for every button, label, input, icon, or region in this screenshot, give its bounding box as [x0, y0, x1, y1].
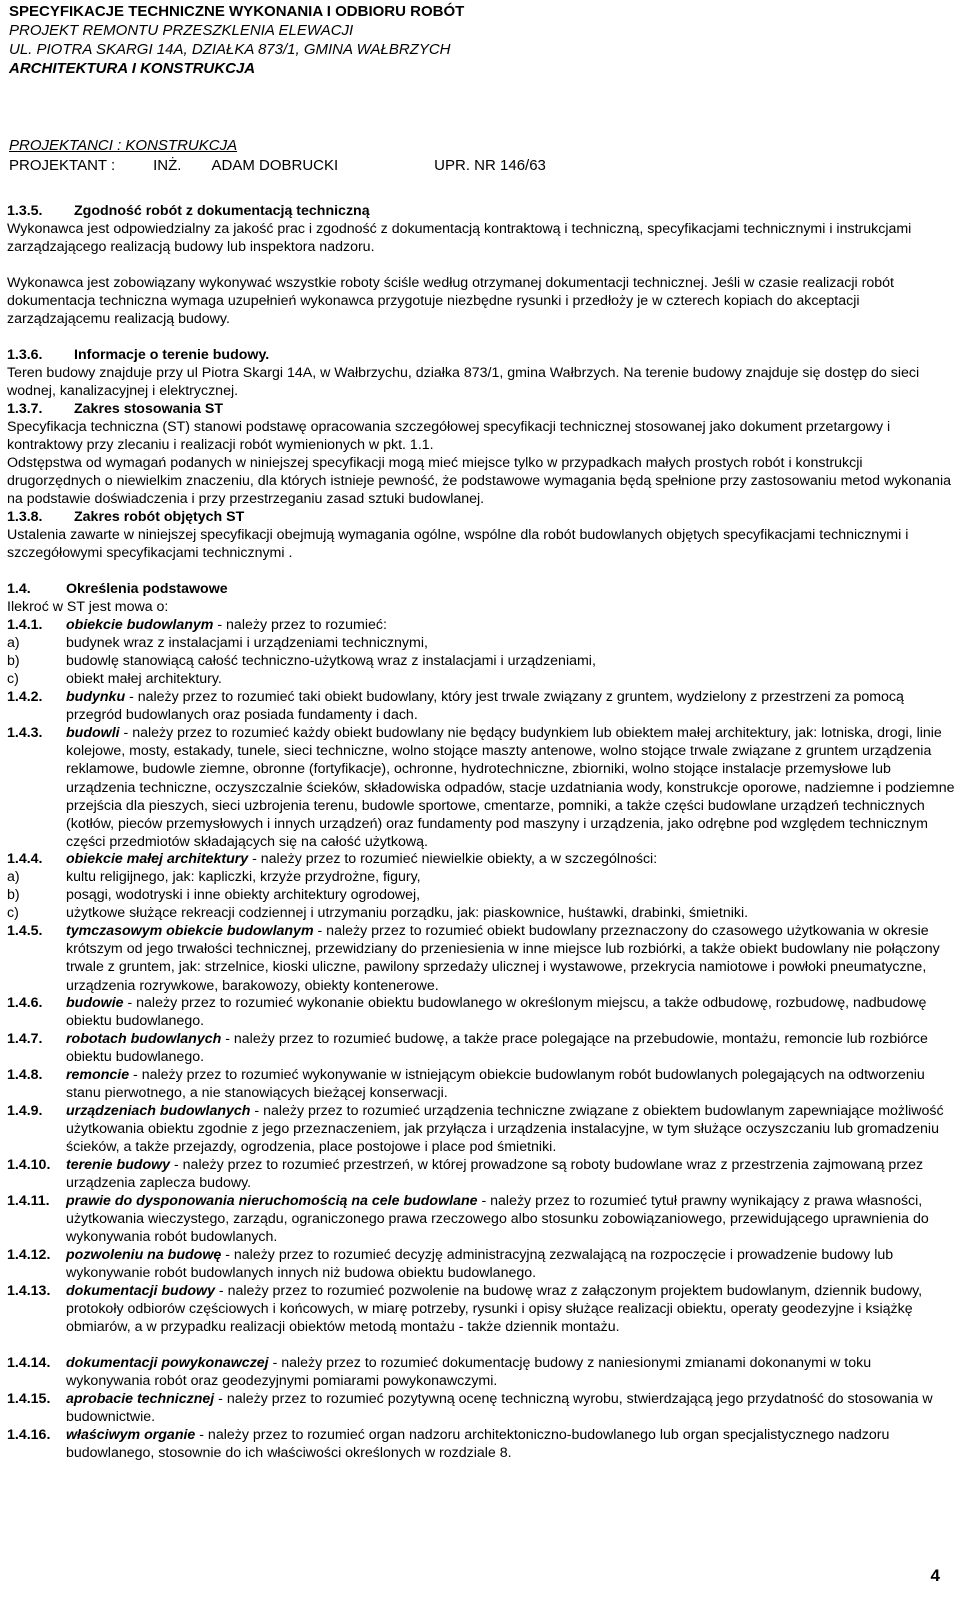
definition-term: budowie — [66, 995, 124, 1011]
definition-term: tymczasowym obiekcie budowlanym — [66, 923, 314, 939]
list-marker: c) — [7, 905, 19, 921]
definition-text: - należy przez to rozumieć każdy obiekt budowlany nie będący budynkiem lub obiektem małej architektury, jak: lotniska, drogi, linie kolejowe, mosty, estakady, tunele, sieci techniczne, wolno stojące maszty antenowe, wolno stojące trwale związane z gruntem urządzenia reklamowe, budowle ziemne, obronne (fortyfikacje), ochronne, hydrotechniczne, zbiorniki, wolno stojące instalacje przemysłowe lub urządzenia techniczne, oczyszczalnie ścieków, składowiska odpadów, stacje uzdatniania wody, konstrukcje oporowe, nadziemne i podziemne przejścia dla pieszych, sieci uzbrojenia terenu, budowle sportowe, cmentarze, pomniki, a także części budowlane urządzeń technicznych (kotłów, pieców przemysłowych i innych urządzeń) oraz fundamenty pod maszyny i urządzenia, jako odrębne pod względem technicznym części przedmiotów składających się na całość użytkową. — [66, 725, 955, 851]
paragraph: Odstępstwa od wymagań podanych w niniejszej specyfikacji mogą mieć miejsce tylko w przypadkach małych prostych robót i konstrukcji drugorzędnych o niewielkim znaczeniu, dla których istnieje pewność, że podstawowe wymagania będą spełnione przy zastosowaniu metod wykonania na podstawie doświadczenia i przy przestrzeganiu zasad sztuki budowlanej. — [7, 455, 951, 508]
definition-number: 1.4.2. — [7, 689, 43, 705]
list-item — [7, 652, 955, 670]
list-marker: a) — [7, 635, 20, 651]
section-number: 1.3.5. — [7, 203, 43, 219]
definition-item — [7, 850, 955, 868]
list-text: użytkowe służące rekreacji codziennej i utrzymaniu porządku, jak: piaskownice, huśtawki, drabinki, śmietniki. — [66, 905, 749, 921]
definition-number: 1.4.6. — [7, 995, 43, 1011]
doc-title: SPECYFIKACJE TECHNICZNE WYKONANIA I ODBIORU ROBÓT — [9, 3, 465, 20]
list-marker: b) — [7, 653, 20, 669]
definition-item — [7, 1102, 955, 1157]
definition-term: dokumentacji powykonawczej — [66, 1355, 269, 1371]
section-heading — [7, 400, 955, 418]
list-text: posągi, wodotryski i inne obiekty architektury ogrodowej, — [66, 887, 421, 903]
definition-number: 1.4.3. — [7, 725, 43, 741]
section-number: 1.4. — [7, 581, 31, 597]
section-title: Zakres robót objętych ST — [74, 509, 245, 525]
project-title: PROJEKT REMONTU PRZESZKLENIA ELEWACJI — [9, 22, 354, 39]
definition-text: - należy przez to rozumieć przestrzeń, w której prowadzone są roboty budowlane wraz z przestrzenia zajmowaną przez urządzenia zaplecza budowy. — [66, 1157, 924, 1192]
section-number: 1.3.6. — [7, 347, 43, 363]
section-title: Zgodność robót z dokumentacją techniczną — [74, 203, 370, 219]
designer-prefix: PROJEKTANT : — [9, 157, 116, 174]
list-text: kultu religijnego, jak: kapliczki, krzyże przydrożne, figury, — [66, 869, 421, 885]
definition-text: - należy przez to rozumieć wykonywanie w istniejącym obiekcie budowlanym robót budowlanych polegających na odtworzeniu stanu pierwotnego, a nie stanowiących bieżącej konserwacji. — [66, 1067, 925, 1102]
section-heading — [7, 202, 955, 220]
definition-item — [7, 1390, 955, 1426]
designers-label: PROJEKTANCI : KONSTRUKCJA — [9, 137, 238, 154]
definition-term: obiekcie małej architektury — [66, 851, 249, 867]
definition-item — [7, 1426, 955, 1462]
definition-item — [7, 1192, 955, 1247]
definition-number: 1.4.10. — [7, 1157, 51, 1173]
list-text: obiekt małej architektury. — [66, 671, 222, 687]
section-title: Informacje o terenie budowy. — [74, 347, 270, 363]
definition-term: robotach budowlanych — [66, 1031, 222, 1047]
definition-text: - należy przez to rozumieć wykonanie obiektu budowlanego w określonym miejscu, a także odbudowę, rozbudowę, nadbudowę obiektu budowlanego. — [66, 995, 927, 1030]
paragraph: Teren budowy znajduje przy ul Piotra Skargi 14A, w Wałbrzychu, działka 873/1, gmina Wałbrzych. Na terenie budowy znajduje się dostęp do sieci wodnej, kanalizacyjnej i elektrycznej. — [7, 365, 920, 400]
list-item — [7, 634, 955, 652]
definition-item — [7, 616, 955, 634]
definition-item — [7, 1282, 955, 1337]
definition-item — [7, 1030, 955, 1066]
section-title: Zakres stosowania ST — [74, 401, 224, 417]
list-marker: c) — [7, 671, 19, 687]
definition-term: remoncie — [66, 1067, 130, 1083]
paragraph: Wykonawca jest zobowiązany wykonywać wszystkie roboty ściśle według otrzymanej dokumentacji technicznej. Jeśli w czasie realizacji robót dokumentacja techniczna wymaga uzupełnień wykonawca przygotuje niezbędne rysunki i przedłoży je w czterech kopiach do akceptacji zarządzającemu realizacją budowy. — [7, 275, 894, 328]
definition-item — [7, 1246, 955, 1282]
paragraph: Wykonawca jest odpowiedzialny za jakość prac i zgodność z dokumentacją kontraktową i techniczną, specyfikacjami technicznymi i instrukcjami zarządzającego realizacją budowy lub inspektora nadzoru. — [7, 221, 912, 256]
definition-number: 1.4.14. — [7, 1355, 51, 1371]
definition-number: 1.4.15. — [7, 1391, 51, 1407]
definition-text: - należy przez to rozumieć taki obiekt budowlany, który jest trwale związany z gruntem, wydzielony z przestrzeni za pomocą przegród budowlanych oraz posiada fundamenty i dach. — [66, 689, 904, 724]
list-item — [7, 868, 955, 886]
definition-term: terenie budowy — [66, 1157, 171, 1173]
section-heading — [7, 580, 955, 598]
definition-text: - należy przez to rozumieć decyzję administracyjną zezwalającą na rozpoczęcie i prowadzenie budowy lub wykonywanie robót budowlanych innych niż budowa obiektu budowlanego. — [66, 1247, 894, 1282]
definition-number: 1.4.1. — [7, 617, 43, 633]
definition-item — [7, 1354, 955, 1390]
section-title: Określenia podstawowe — [66, 581, 228, 597]
definition-term: urządzeniach budowlanych — [66, 1103, 251, 1119]
definition-term: aprobacie technicznej — [66, 1391, 215, 1407]
section-number: 1.3.8. — [7, 509, 43, 525]
paragraph: Ustalenia zawarte w niniejszej specyfikacji obejmują wymagania ogólne, wspólne dla robót budowlanych objętych specyfikacjami technicznymi i szczegółowymi specyfikacjami technicznymi . — [7, 527, 909, 562]
section-heading — [7, 508, 955, 526]
definition-text: - należy przez to rozumieć obiekt budowlany przeznaczony do czasowego użytkowania w okresie krótszym od jego trwałości technicznej, przewidziany do przeniesienia w inne miejsce lub rozbiórki, a także obiekt budowlany nie połączony trwale z gruntem, jak: strzelnice, kioski uliczne, pawilony sprzedaży ulicznej i wystawowe, przekrycia namiotowe i powłoki pneumatyczne, urządzenia rozrywkowe, barakowozy, obiekty kontenerowe. — [66, 923, 940, 994]
definition-number: 1.4.5. — [7, 923, 43, 939]
definition-item — [7, 1156, 955, 1192]
definition-number: 1.4.12. — [7, 1247, 51, 1263]
definition-text: - należy przez to rozumieć pozwolenie na budowę wraz z załączonym projektem budowlanym, dziennik budowy, protokoły odbiorów częściowych i końcowych, w miarę potrzeby, rysunki i opisy służące realizacji obiektu, operaty geodezyjne i książkę obmiarów, a w przypadku realizacji obiektów metodą montażu - także dziennik montażu. — [66, 1283, 923, 1336]
definition-text: - należy przez to rozumieć pozytywną ocenę techniczną wyrobu, stwierdzającą jego przydatność do stosowania w budownictwie. — [66, 1391, 933, 1426]
definition-item — [7, 994, 955, 1030]
definition-term: pozwoleniu na budowę — [66, 1247, 222, 1263]
definition-text: - należy przez to rozumieć dokumentację budowy z naniesionymi zmianami dokonanymi w toku wykonywania robót oraz geodezyjnymi pomiarami powykonawczymi. — [66, 1355, 872, 1390]
list-item — [7, 670, 955, 688]
definition-number: 1.4.8. — [7, 1067, 43, 1083]
designer-title: INŻ. — [153, 157, 182, 174]
list-marker: a) — [7, 869, 20, 885]
section-number: 1.3.7. — [7, 401, 43, 417]
list-text: budynek wraz z instalacjami i urządzeniami technicznymi, — [66, 635, 428, 651]
designer-license: UPR. NR 146/63 — [434, 157, 546, 174]
definition-term: budowli — [66, 725, 120, 741]
definition-number: 1.4.16. — [7, 1427, 51, 1443]
definition-item — [7, 724, 955, 851]
list-item — [7, 886, 955, 904]
designer-name: ADAM DOBRUCKI — [211, 157, 339, 174]
list-item — [7, 904, 955, 922]
definition-number: 1.4.7. — [7, 1031, 43, 1047]
definition-number: 1.4.9. — [7, 1103, 43, 1119]
definition-number: 1.4.11. — [7, 1193, 50, 1209]
definition-number: 1.4.13. — [7, 1283, 51, 1299]
paragraph: Specyfikacja techniczna (ST) stanowi podstawę opracowania szczegółowej specyfikacji technicznej stosowanej jako dokument przetargowy i kontraktowy przy zlecaniu i realizacji robót wymienionych w pkt. 1.1. — [7, 419, 891, 454]
definition-term: prawie do dysponowania nieruchomością na cele budowlane — [66, 1193, 478, 1209]
definition-term: obiekcie budowlanym — [66, 617, 214, 633]
definition-text: - należy przez to rozumieć: — [213, 617, 387, 633]
definition-term: budynku — [66, 689, 126, 705]
list-text: budowlę stanowiącą całość techniczno-użytkową wraz z instalacjami i urządzeniami, — [66, 653, 596, 669]
project-discipline: ARCHITEKTURA I KONSTRUKCJA — [9, 60, 256, 77]
definition-text: - należy przez to rozumieć budowę, a także prace polegające na przebudowie, montażu, remoncie lub rozbiórce obiektu budowlanego. — [66, 1031, 928, 1066]
designer-line — [9, 156, 546, 175]
definition-item — [7, 1066, 955, 1102]
definition-item — [7, 688, 955, 724]
definition-text: - należy przez to rozumieć niewielkie obiekty, a w szczególności: — [248, 851, 658, 867]
project-address: UL. PIOTRA SKARGI 14A, DZIAŁKA 873/1, GMINA WAŁBRZYCH — [9, 41, 451, 58]
list-marker: b) — [7, 887, 20, 903]
definition-text: - należy przez to rozumieć tytuł prawny wynikający z prawa własności, użytkowania wieczystego, zarządu, ograniczonego prawa rzeczowego albo stosunku zobowiązaniowego, przewidującego uprawnienia do wykonywania robót budowlanych. — [66, 1193, 929, 1246]
definition-term: dokumentacji budowy — [66, 1283, 215, 1299]
definition-text: - należy przez to rozumieć organ nadzoru architektoniczno-budowlanego lub organ specjalistycznego nadzoru budowlanego, stosownie do ich właściwości określonych w rozdziale 8. — [66, 1427, 890, 1462]
paragraph: Ilekroć w ST jest mowa o: — [7, 599, 169, 615]
definition-item — [7, 922, 955, 995]
section-heading — [7, 346, 955, 364]
definition-text: - należy przez to rozumieć urządzenia techniczne związane z obiektem budowlanym zapewniające możliwość użytkowania obiektu zgodnie z jego przeznaczeniem, jak przyłącza i urządzenia instalacyjne, w tym służące oczyszczaniu lub gromadzeniu ścieków, a także przejazdy, ogrodzenia, place postojowe i place pod śmietniki. — [66, 1103, 944, 1156]
definition-term: właściwym organie — [66, 1427, 196, 1443]
definition-number: 1.4.4. — [7, 851, 43, 867]
page-number: 4 — [930, 1566, 940, 1585]
